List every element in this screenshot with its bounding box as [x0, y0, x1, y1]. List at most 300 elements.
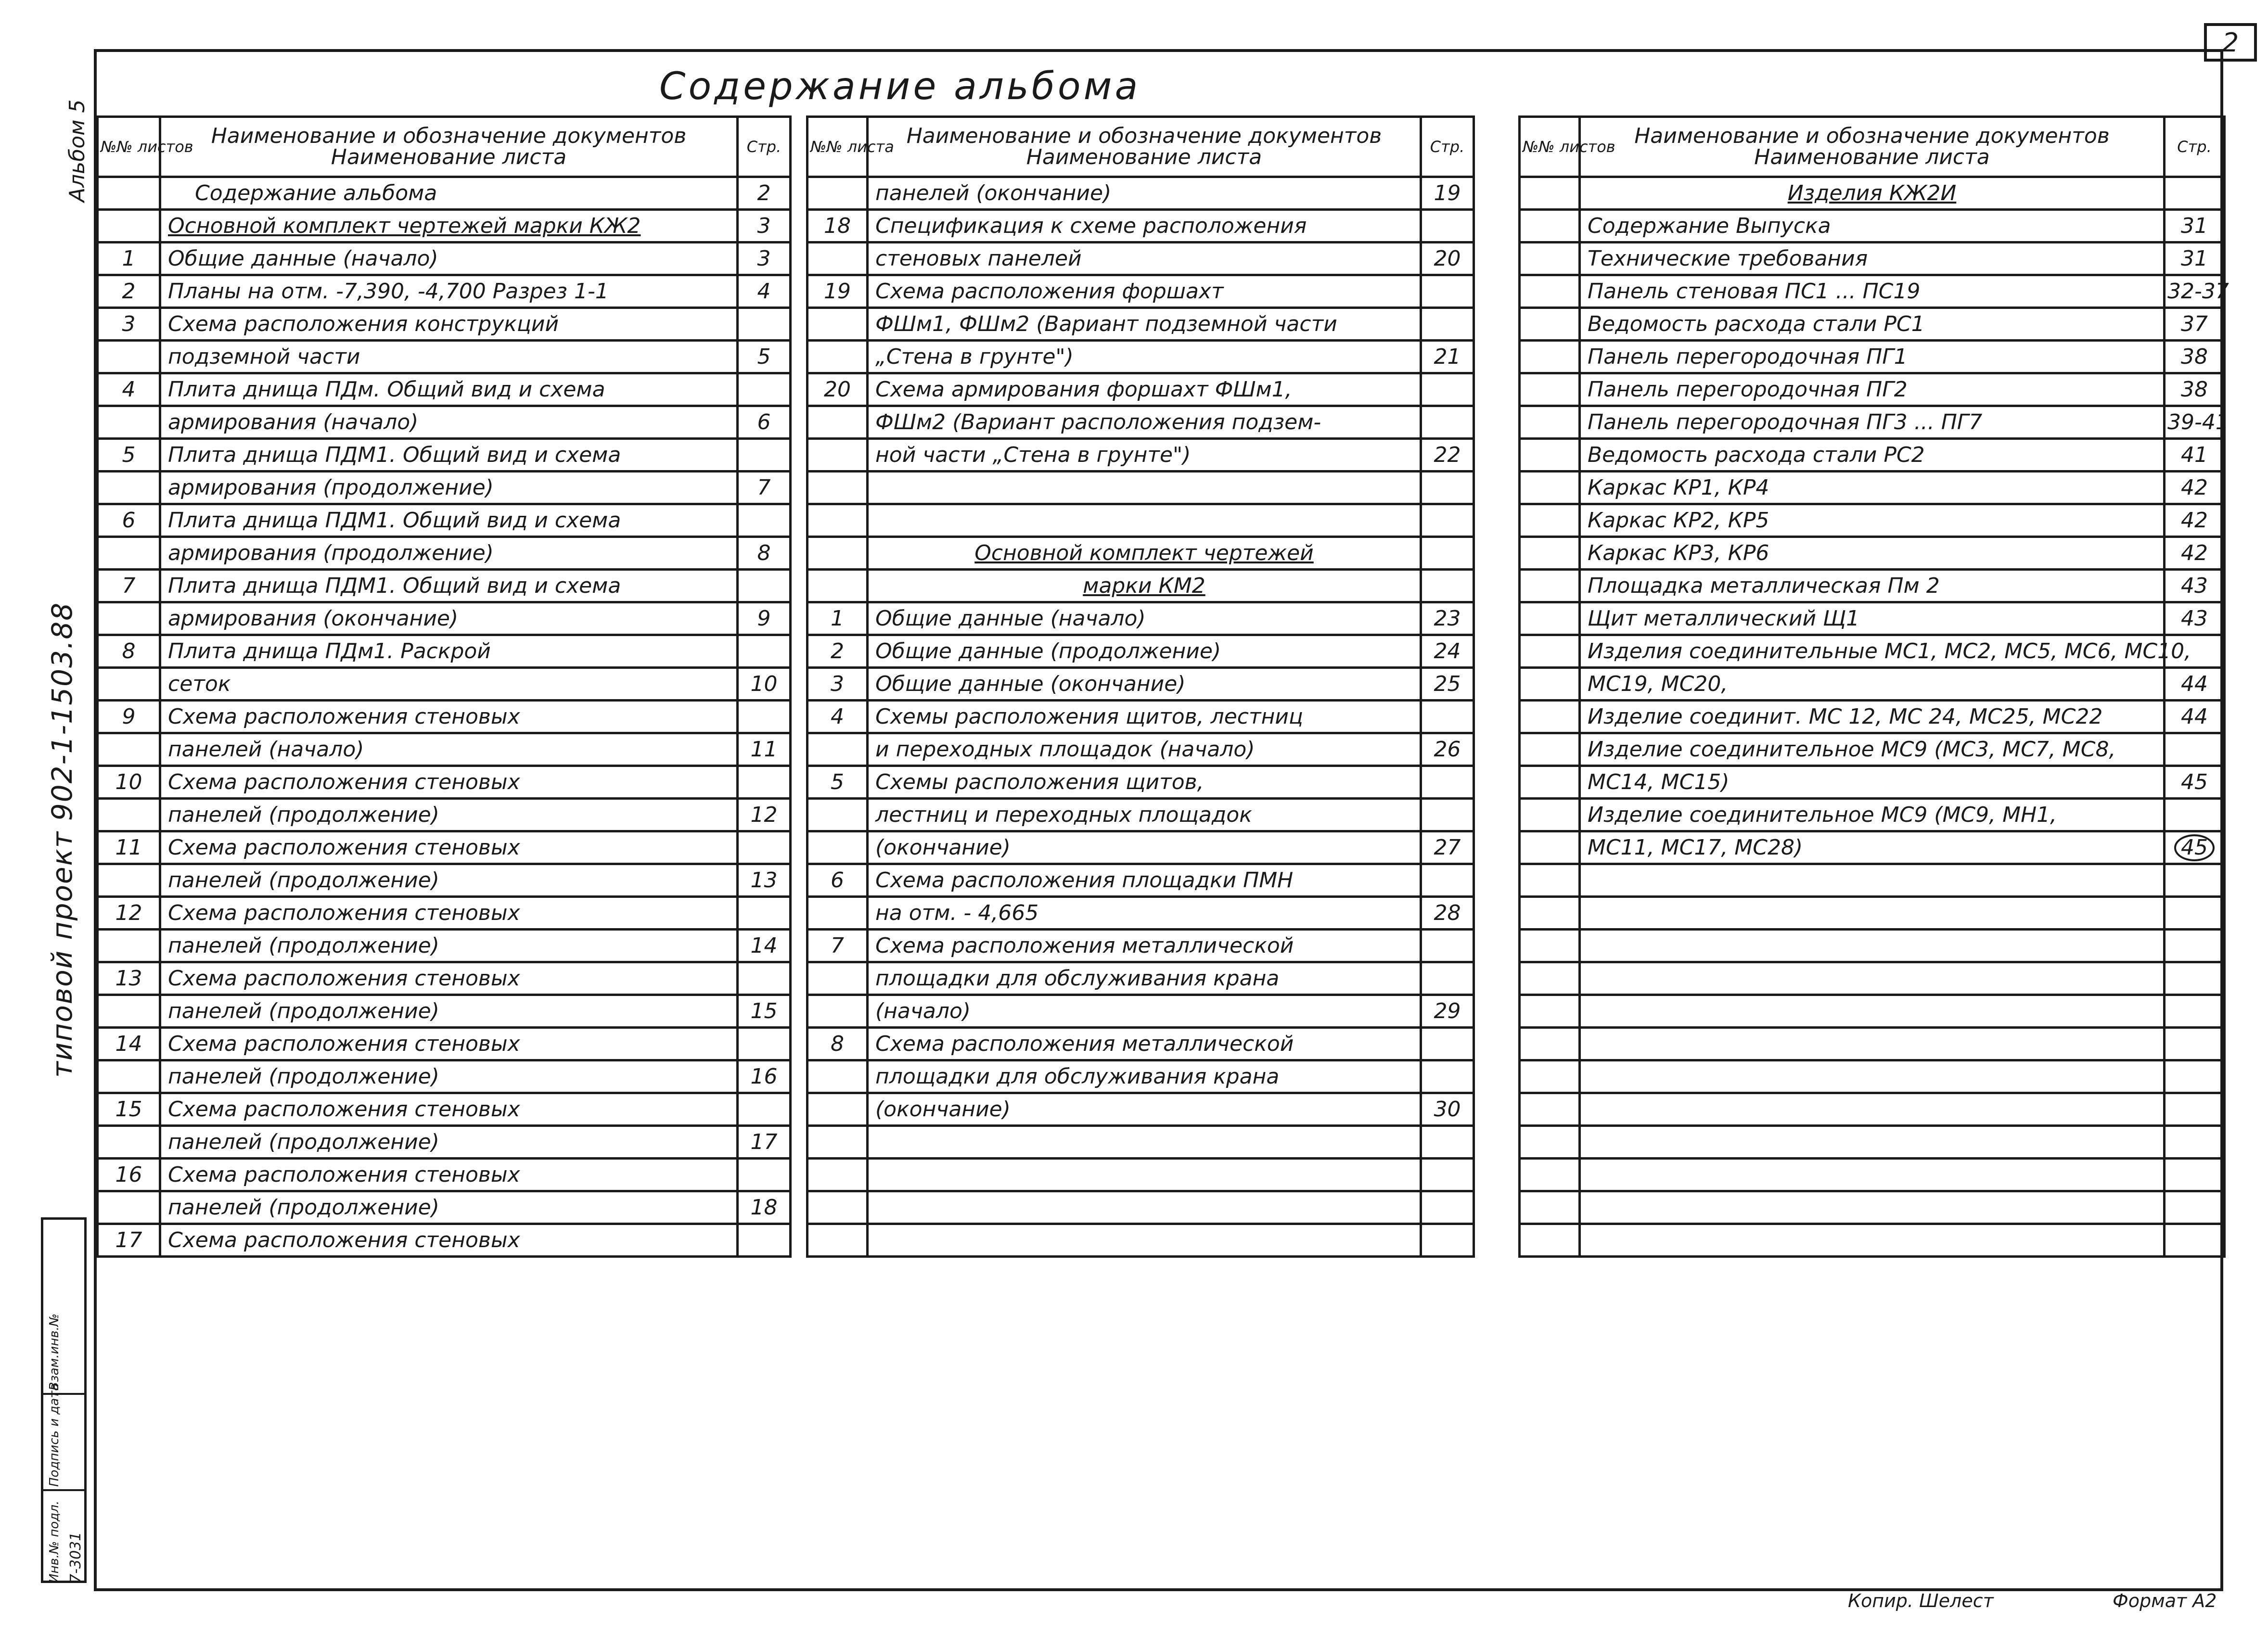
sheet-name: Содержание альбома [160, 177, 738, 210]
toc-row [98, 275, 791, 308]
toc-row [98, 341, 791, 373]
page-num: 28 [1421, 897, 1474, 930]
page-num [1421, 537, 1474, 570]
sheet-name: Схема расположения металлической [868, 930, 1421, 962]
sheet-num [807, 537, 868, 570]
sheet-num [98, 1126, 160, 1159]
page-num: 22 [1421, 439, 1474, 472]
toc-table-2 [806, 115, 1475, 1258]
page-num [738, 1028, 791, 1060]
page-num [1421, 373, 1474, 406]
toc-row [98, 439, 791, 472]
page-num [738, 1159, 791, 1191]
sheet-name: Изделия КЖ2И [1580, 177, 2165, 210]
sheet-name: Схема расположения стеновых [160, 897, 738, 930]
sheet-num [98, 177, 160, 210]
sheet-num [1520, 570, 1580, 602]
sheet-num [1520, 930, 1580, 962]
page-num: 42 [2165, 537, 2225, 570]
page-num [738, 1224, 791, 1257]
toc-row [98, 701, 791, 733]
sheet-name: панелей (продолжение) [160, 1191, 738, 1224]
sheet-name: панелей (начало) [160, 733, 738, 766]
toc-row [98, 243, 791, 275]
toc-row [98, 177, 791, 210]
sheet-name: „Стена в грунте") [868, 341, 1421, 373]
page-num [738, 766, 791, 799]
page-num: 25 [1421, 668, 1474, 701]
sheet-num [98, 733, 160, 766]
footer-copied: Копир. Шелест [1848, 1590, 1994, 1611]
page-num [1421, 1224, 1474, 1257]
sheet-num [98, 930, 160, 962]
sheet-name: Ведомость расхода стали РС2 [1580, 439, 2165, 472]
sheet-name [1580, 930, 2165, 962]
page-title: Содержание альбома [659, 65, 1141, 108]
sheet-name: Плита днища ПДм. Общий вид и схема [160, 373, 738, 406]
page-num [2165, 1224, 2225, 1257]
toc-row [1520, 602, 2225, 635]
sheet-num [1520, 897, 1580, 930]
header-name: Наименование и обозначение документов Наименование листа [160, 117, 738, 177]
sheet-num [1520, 177, 1580, 210]
sheet-num: 17 [98, 1224, 160, 1257]
page-num [1421, 1159, 1474, 1191]
header-name: Наименование и обозначение документов Наименование листа [868, 117, 1421, 177]
page-num: 42 [2165, 472, 2225, 504]
toc-row [1520, 1224, 2225, 1257]
sheet-name [868, 1159, 1421, 1191]
sheet-name: Плита днища ПДМ1. Общий вид и схема [160, 504, 738, 537]
sheet-name: площадки для обслуживания крана [868, 1060, 1421, 1093]
sheet-name [1580, 1224, 2165, 1257]
sheet-name: Схема расположения форшахт [868, 275, 1421, 308]
sheet-num [807, 243, 868, 275]
sheet-name: Площадка металлическая Пм 2 [1580, 570, 2165, 602]
sheet-name: Схема расположения металлической [868, 1028, 1421, 1060]
toc-row [807, 799, 1474, 831]
page-num: 42 [2165, 504, 2225, 537]
toc-row [1520, 537, 2225, 570]
page-num: 45 [2165, 766, 2225, 799]
toc-row [98, 373, 791, 406]
sheet-name: панелей (окончание) [868, 177, 1421, 210]
page-num: 38 [2165, 341, 2225, 373]
toc-row [98, 1060, 791, 1093]
page-num: 30 [1421, 1093, 1474, 1126]
sheet-num: 18 [807, 210, 868, 243]
toc-row [807, 1159, 1474, 1191]
sheet-name: ФШм1, ФШм2 (Вариант подземной части [868, 308, 1421, 341]
toc-row [1520, 1060, 2225, 1093]
page-num [1421, 504, 1474, 537]
sheet-name: Схема расположения стеновых [160, 1028, 738, 1060]
toc-row [807, 864, 1474, 897]
sheet-num [98, 799, 160, 831]
page-num [2165, 864, 2225, 897]
sheet-num: 7 [807, 930, 868, 962]
sheet-num [1520, 243, 1580, 275]
sheet-num [98, 472, 160, 504]
sheet-name [1580, 897, 2165, 930]
sheet-num [1520, 275, 1580, 308]
page-num: 13 [738, 864, 791, 897]
toc-row [98, 472, 791, 504]
sheet-num [807, 1224, 868, 1257]
sheet-num [807, 799, 868, 831]
sheet-num [98, 1060, 160, 1093]
sheet-num [1520, 766, 1580, 799]
sheet-num [98, 210, 160, 243]
sheet-name [868, 504, 1421, 537]
sheet-name [1580, 1028, 2165, 1060]
sheet-name: площадки для обслуживания крана [868, 962, 1421, 995]
sheet-num [1520, 472, 1580, 504]
sheet-name: Схема расположения стеновых [160, 701, 738, 733]
sheet-num: 13 [98, 962, 160, 995]
stamp-inv: Инв.№ подл. [47, 1500, 62, 1583]
sheet-num [98, 668, 160, 701]
page-num: 12 [738, 799, 791, 831]
toc-row [98, 1028, 791, 1060]
sheet-num: 3 [98, 308, 160, 341]
sheet-num [807, 504, 868, 537]
sheet-num [1520, 1126, 1580, 1159]
sheet-name: Спецификация к схеме расположения [868, 210, 1421, 243]
sheet-num [98, 1191, 160, 1224]
page-num: 9 [738, 602, 791, 635]
sheet-name: стеновых панелей [868, 243, 1421, 275]
sheet-name: Плита днища ПДМ1. Общий вид и схема [160, 439, 738, 472]
toc-row [807, 635, 1474, 668]
sheet-name: армирования (начало) [160, 406, 738, 439]
toc-row [98, 864, 791, 897]
page-num [1421, 1060, 1474, 1093]
sheet-num [1520, 406, 1580, 439]
toc-row [807, 995, 1474, 1028]
sheet-num [98, 995, 160, 1028]
sheet-name [1580, 995, 2165, 1028]
sheet-num [807, 1093, 868, 1126]
toc-row [1520, 341, 2225, 373]
toc-row [98, 1093, 791, 1126]
sheet-num [807, 472, 868, 504]
sheet-num: 9 [98, 701, 160, 733]
toc-row [1520, 308, 2225, 341]
sheet-num: 8 [807, 1028, 868, 1060]
sheet-num [1520, 635, 1580, 668]
sheet-name: Плита днища ПДм1. Раскрой [160, 635, 738, 668]
sheet-num [807, 177, 868, 210]
sheet-name: и переходных площадок (начало) [868, 733, 1421, 766]
toc-row [1520, 831, 2225, 864]
page-num: 44 [2165, 701, 2225, 733]
page-num: 4 [738, 275, 791, 308]
toc-row [807, 472, 1474, 504]
toc-row [98, 799, 791, 831]
page-num [2165, 897, 2225, 930]
sheet-name: Общие данные (начало) [868, 602, 1421, 635]
page-num: 21 [1421, 341, 1474, 373]
toc-row [1520, 1126, 2225, 1159]
sheet-num [1520, 1159, 1580, 1191]
sheet-name [1580, 864, 2165, 897]
page-num [738, 962, 791, 995]
sheet-name: Панель перегородочная ПГ1 [1580, 341, 2165, 373]
sheet-name: Каркас КР2, КР5 [1580, 504, 2165, 537]
page-num: 37 [2165, 308, 2225, 341]
sheet-num: 11 [98, 831, 160, 864]
sheet-name: (начало) [868, 995, 1421, 1028]
sheet-name: Схема расположения стеновых [160, 1093, 738, 1126]
sheet-name: МС11, МС17, МС28) [1580, 831, 2165, 864]
toc-row [98, 406, 791, 439]
sheet-num: 6 [98, 504, 160, 537]
sheet-num [1520, 439, 1580, 472]
stamp-code: 7-3031 [67, 1532, 84, 1583]
header-name: Наименование и обозначение документов Наименование листа [1580, 117, 2165, 177]
header-page: Стр. [738, 117, 791, 177]
sheet-name: панелей (продолжение) [160, 930, 738, 962]
page-num: 19 [1421, 177, 1474, 210]
toc-row [1520, 799, 2225, 831]
sheet-num [807, 1126, 868, 1159]
page-num: 41 [2165, 439, 2225, 472]
page-num [738, 373, 791, 406]
sheet-name: Общие данные (продолжение) [868, 635, 1421, 668]
sheet-num: 10 [98, 766, 160, 799]
toc-row [98, 570, 791, 602]
toc-row [807, 439, 1474, 472]
toc-row [98, 733, 791, 766]
sheet-name: Изделие соединительное МС9 (МС3, МС7, МС8, [1580, 733, 2165, 766]
page-num [738, 439, 791, 472]
toc-row [1520, 373, 2225, 406]
page-num [738, 701, 791, 733]
page-num [1421, 864, 1474, 897]
page-num [1421, 962, 1474, 995]
sheet-name: армирования (продолжение) [160, 472, 738, 504]
page-num: 3 [738, 243, 791, 275]
toc-row [98, 602, 791, 635]
page-num [1421, 1028, 1474, 1060]
sheet-name: на отм. - 4,665 [868, 897, 1421, 930]
sheet-name: Планы на отм. -7,390, -4,700 Разрез 1-1 [160, 275, 738, 308]
header-num: №№ листов [98, 117, 160, 177]
sheet-num: 4 [98, 373, 160, 406]
sheet-num [807, 1060, 868, 1093]
toc-row [1520, 701, 2225, 733]
toc-row [1520, 766, 2225, 799]
page-num [2165, 1191, 2225, 1224]
toc-row [98, 210, 791, 243]
page-num: 20 [1421, 243, 1474, 275]
toc-row [1520, 243, 2225, 275]
sheet-num [1520, 1191, 1580, 1224]
sheet-num [98, 602, 160, 635]
sheet-num [1520, 1028, 1580, 1060]
footer-format: Формат А2 [2113, 1590, 2217, 1611]
page-num: 23 [1421, 602, 1474, 635]
toc-row [807, 701, 1474, 733]
toc-row [807, 831, 1474, 864]
sheet-name: Плита днища ПДМ1. Общий вид и схема [160, 570, 738, 602]
toc-row [98, 930, 791, 962]
page-num: 43 [2165, 602, 2225, 635]
sheet-num: 8 [98, 635, 160, 668]
sheet-name: Содержание Выпуска [1580, 210, 2165, 243]
page-num [1421, 406, 1474, 439]
page-num [2165, 995, 2225, 1028]
toc-row [807, 537, 1474, 570]
sheet-num: 6 [807, 864, 868, 897]
header-num: №№ листа [807, 117, 868, 177]
sheet-name [868, 1191, 1421, 1224]
page-num [738, 1093, 791, 1126]
sheet-num [98, 864, 160, 897]
page-num [1421, 210, 1474, 243]
sheet-name: Общие данные (начало) [160, 243, 738, 275]
page-num: 31 [2165, 210, 2225, 243]
page-num: 43 [2165, 570, 2225, 602]
toc-row [98, 1224, 791, 1257]
sheet-name [1580, 962, 2165, 995]
toc-row [1520, 1028, 2225, 1060]
page-num [738, 308, 791, 341]
sheet-name [1580, 1159, 2165, 1191]
page-num [1421, 1126, 1474, 1159]
sheet-name: армирования (окончание) [160, 602, 738, 635]
header-num: №№ листов [1520, 117, 1580, 177]
sheet-num [98, 406, 160, 439]
toc-row [1520, 1159, 2225, 1191]
toc-row [1520, 635, 2225, 668]
sheet-num: 19 [807, 275, 868, 308]
sheet-num: 1 [98, 243, 160, 275]
toc-row [1520, 406, 2225, 439]
page-num [1421, 308, 1474, 341]
sheet-name: Схема расположения стеновых [160, 962, 738, 995]
toc-row [1520, 570, 2225, 602]
sheet-name: панелей (продолжение) [160, 1060, 738, 1093]
toc-row [807, 210, 1474, 243]
sheet-name: панелей (продолжение) [160, 864, 738, 897]
sheet-num: 3 [807, 668, 868, 701]
toc-row [98, 766, 791, 799]
toc-row [98, 635, 791, 668]
toc-row [807, 177, 1474, 210]
page-num [2165, 1028, 2225, 1060]
toc-row [807, 1191, 1474, 1224]
sheet-num [1520, 1224, 1580, 1257]
toc-row [807, 1224, 1474, 1257]
sheet-name: Схемы расположения щитов, [868, 766, 1421, 799]
sheet-num [1520, 308, 1580, 341]
page-num [2165, 799, 2225, 831]
sheet-name: Схемы расположения щитов, лестниц [868, 701, 1421, 733]
sheet-name: Схема расположения стеновых [160, 1159, 738, 1191]
toc-row [98, 668, 791, 701]
page-num: 2 [738, 177, 791, 210]
sheet-name [1580, 1060, 2165, 1093]
sheet-num [807, 439, 868, 472]
sheet-num: 5 [807, 766, 868, 799]
header-page: Стр. [2165, 117, 2225, 177]
toc-row [98, 995, 791, 1028]
sheet-name [1580, 1093, 2165, 1126]
sheet-num [807, 308, 868, 341]
sheet-num [1520, 504, 1580, 537]
page-num [1421, 701, 1474, 733]
page-num: 45 [2165, 831, 2225, 864]
sheet-num [1520, 733, 1580, 766]
album-label: Альбом 5 [65, 99, 90, 202]
sheet-name: марки КМ2 [868, 570, 1421, 602]
toc-row [1520, 733, 2225, 766]
page-num [1421, 799, 1474, 831]
toc-row [1520, 504, 2225, 537]
toc-row [1520, 210, 2225, 243]
sheet-num [807, 1191, 868, 1224]
sheet-num [1520, 962, 1580, 995]
sheet-num [807, 1159, 868, 1191]
toc-row [98, 831, 791, 864]
page-num: 18 [738, 1191, 791, 1224]
toc-row [807, 733, 1474, 766]
sheet-num [98, 537, 160, 570]
toc-row [1520, 668, 2225, 701]
page-num [2165, 1126, 2225, 1159]
toc-row [807, 570, 1474, 602]
page-num [2165, 962, 2225, 995]
toc-table-1 [96, 115, 792, 1258]
page-num: 16 [738, 1060, 791, 1093]
page-num: 31 [2165, 243, 2225, 275]
toc-row [807, 341, 1474, 373]
toc-row [98, 1126, 791, 1159]
sheet-name: армирования (продолжение) [160, 537, 738, 570]
page-num: 32-37 [2165, 275, 2225, 308]
sheet-name: МС14, МС15) [1580, 766, 2165, 799]
sheet-name: Щит металлический Щ1 [1580, 602, 2165, 635]
sheet-num [1520, 373, 1580, 406]
toc-row [1520, 962, 2225, 995]
toc-row [807, 243, 1474, 275]
sheet-name: ФШм2 (Вариант расположения подзем- [868, 406, 1421, 439]
sheet-num [807, 831, 868, 864]
sheet-name: Каркас КР1, КР4 [1580, 472, 2165, 504]
page-num [2165, 1159, 2225, 1191]
page-num: 6 [738, 406, 791, 439]
page-num [1421, 930, 1474, 962]
sheet-num [807, 733, 868, 766]
sheet-num [1520, 210, 1580, 243]
sheet-name: Технические требования [1580, 243, 2165, 275]
toc-row [98, 537, 791, 570]
sheet-name: Панель стеновая ПС1 ... ПС19 [1580, 275, 2165, 308]
sheet-name: (окончание) [868, 831, 1421, 864]
sheet-name: Панель перегородочная ПГ2 [1580, 373, 2165, 406]
sheet-name: ной части „Стена в грунте") [868, 439, 1421, 472]
toc-row [1520, 1093, 2225, 1126]
page-num [1421, 472, 1474, 504]
toc-row [807, 602, 1474, 635]
toc-row [807, 962, 1474, 995]
toc-row [1520, 275, 2225, 308]
page-num [738, 635, 791, 668]
page-num: 8 [738, 537, 791, 570]
toc-row [1520, 472, 2225, 504]
